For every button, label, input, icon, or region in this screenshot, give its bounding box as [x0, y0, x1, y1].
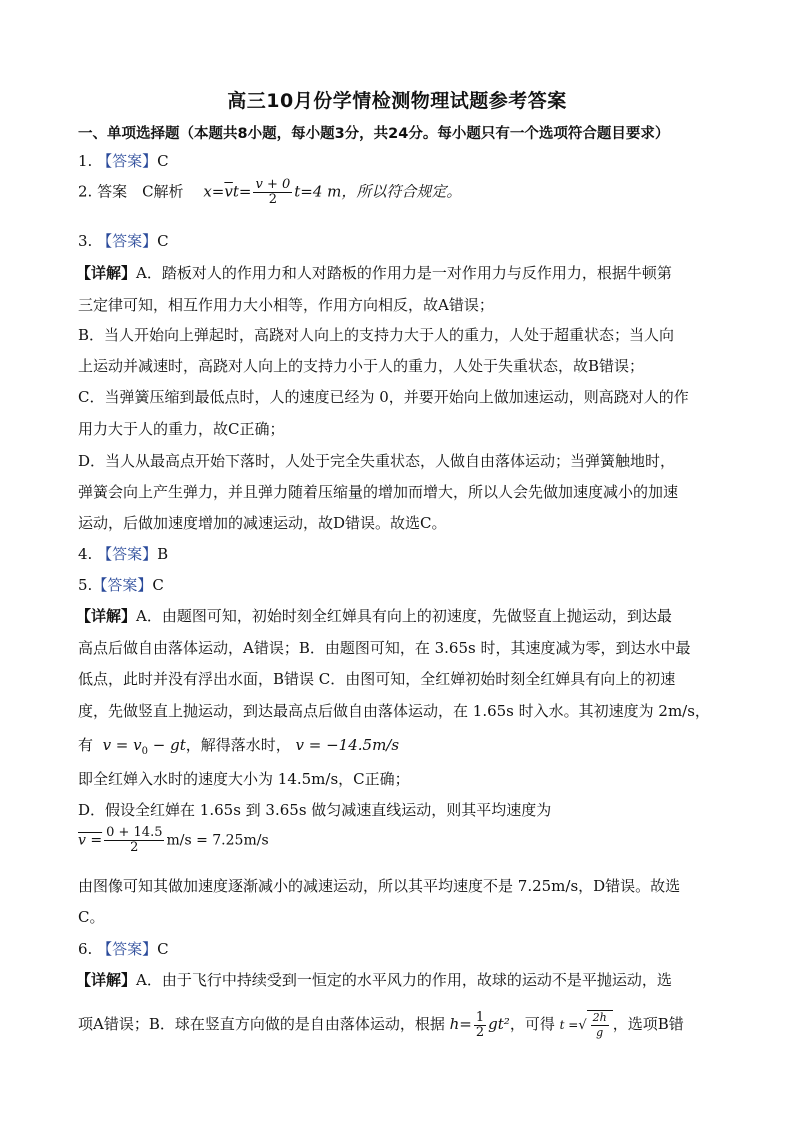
q6-t-den: g — [596, 1026, 604, 1039]
q6-text-b: ，可得 — [509, 1015, 555, 1033]
q5-avg-num: 0 + 14.5 — [106, 825, 163, 840]
q1-answer: C — [157, 152, 169, 170]
q1-line — [78, 150, 734, 171]
q5-average-equation — [78, 826, 734, 855]
answer-tag: 【答案】 — [97, 232, 158, 250]
section-heading: 一、单项选择题（本题共8小题，每小题3分，共24分。每小题只有一个选项符合题目要求） — [78, 126, 670, 142]
q5-avg-rhs: m/s = 7.25m/s — [166, 832, 269, 849]
q6-h-eq: h= — [449, 1015, 472, 1033]
q3-detail-3: B．当人开始向上弹起时，高跷对人向上的支持力大于人的重力，人处于超重状态；当人向 — [78, 326, 675, 344]
q5-eq1: v = v — [102, 736, 142, 754]
q3-detail-6: 用力大于人的重力，故C正确； — [78, 420, 285, 438]
answer-tag: 【答案】 — [97, 940, 158, 958]
q6-text-c: ，选项B错 — [612, 1015, 684, 1033]
q6-number: 6. — [78, 940, 93, 958]
q6-line — [78, 938, 734, 959]
q5-text: A．由题图可知，初始时刻全红婵具有向上的初速度，先做竖直上抛运动，到达最 — [136, 607, 672, 625]
detail-tag: 【详解】 — [76, 607, 137, 625]
q2-eq-vbar: $\overline{v}$ — [224, 182, 233, 201]
q3-detail-9: 运动，后做加速度增加的减速运动，故D错误。故选C。 — [78, 514, 447, 532]
q6-h-den: 2 — [475, 1024, 485, 1040]
q6-h-fraction — [474, 1011, 486, 1040]
q3-line — [78, 230, 734, 251]
q5-eq1-tail: − gt — [148, 736, 186, 754]
q5-number: 5. — [78, 576, 93, 594]
q5-eq-mid: ，解得落水时， — [185, 736, 291, 754]
q5-eq1-sub: 0 — [141, 746, 148, 757]
q3-detail-4: 上运动并减速时，高跷对人向上的支持力小于人的重力，人处于失重状态，故B错误； — [78, 357, 645, 375]
answer-tag: 【答案】 — [92, 576, 153, 594]
answer-tag: 【答案】 — [97, 545, 158, 563]
q2-eq-lhs: x= — [203, 182, 225, 201]
q5-detail-3: 低点，此时并没有浮出水面，B错误 C．由图可知，全红婵初始时刻全红婵具有向上的初速 — [78, 670, 676, 688]
q5-detail-8: C。 — [78, 908, 105, 926]
q1-number: 1. — [78, 152, 93, 170]
q6-detail-1 — [76, 969, 734, 990]
q6-h-num: 1 — [475, 1009, 485, 1025]
q3-detail-8: 弹簧会向上产生弹力，并且弹力随着压缩量的增加而增大，所以人会先做加速度减小的加速 — [78, 483, 679, 501]
q5-detail-6: D．假设全红婵在 1.65s 到 3.65s 做匀减速直线运动，则其平均速度为 — [78, 801, 552, 819]
q6-sqrt: √ $\frac{2h}{g}$ — [578, 1010, 612, 1040]
detail-tag: 【详解】 — [76, 971, 137, 989]
q5-detail-1 — [76, 605, 734, 626]
q3-detail-5: C．当弹簧压缩到最低点时，人的速度已经为 0，并要开始向上做加速运动，则高跷对人的作 — [78, 388, 689, 406]
answer-tag: 【答案】 — [97, 152, 158, 170]
q5-avg-lhs: v = — [78, 832, 103, 849]
q3-detail-7: D．当人从最高点开始下落时，人处于完全失重状态，人做自由落体运动；当弹簧触地时， — [78, 452, 676, 470]
q5-eq-prefix: 有 — [78, 736, 94, 754]
q2-prefix: 2. 答案 C解析 — [78, 182, 199, 201]
q2-fraction — [253, 178, 292, 207]
q5-detail-4: 度，先做竖直上抛运动，到达最高点后做自由落体运动，在 1.65s 时入水。其初速度为 2m/s， — [78, 702, 710, 720]
q3-answer: C — [157, 232, 169, 250]
q2-line — [78, 178, 734, 207]
q5-avg-fraction — [104, 826, 164, 855]
q6-t-num: 2h — [592, 1011, 607, 1024]
q6-h-tail: gt² — [488, 1015, 510, 1033]
q6-text: A．由于飞行中持续受到一恒定的水平风力的作用，故球的运动不是平抛运动，选 — [136, 971, 672, 989]
q6-answer: C — [157, 940, 169, 958]
q2-frac-num: v + 0 — [255, 177, 291, 192]
q6-t-eq: t = — [559, 1018, 579, 1032]
q4-number: 4. — [78, 545, 93, 563]
q5-equation-line — [78, 734, 734, 757]
q3-detail-1 — [76, 262, 734, 283]
q6-detail-2 — [78, 1010, 734, 1040]
page-title: 高三10月份学情检测物理试题参考答案 — [227, 90, 567, 112]
q5-avg-den: 2 — [130, 840, 139, 855]
q3-text: A．踏板对人的作用力和人对踏板的作用力是一对作用力与反作用力，根据牛顿第 — [136, 264, 672, 282]
q3-number: 3. — [78, 232, 93, 250]
q6-text-a: 项A错误；B．球在竖直方向做的是自由落体运动，根据 — [78, 1015, 445, 1033]
q5-answer: C — [152, 576, 164, 594]
q5-detail-7: 由图像可知其做加速度逐渐减小的减速运动，所以其平均速度不是 7.25m/s，D错误。故选 — [78, 877, 681, 895]
detail-tag: 【详解】 — [76, 264, 137, 282]
q2-frac-den: 2 — [268, 192, 277, 207]
q5-line — [78, 574, 734, 595]
q5-eq2: v = −14.5m/s — [295, 736, 400, 754]
q5-detail-5: 即全红婵入水时的速度大小为 14.5m/s，C正确； — [78, 770, 410, 788]
q3-detail-2: 三定律可知，相互作用力大小相等，作用方向相反，故A错误； — [78, 296, 494, 314]
q4-answer: B — [157, 545, 169, 563]
q5-detail-2: 高点后做自由落体运动，A错误；B．由题图可知，在 3.65s 时，其速度减为零，到达水中最 — [78, 639, 691, 657]
q2-eq-rhs: t=4 m，所以符合规定。 — [294, 182, 462, 201]
q2-eq-mid: t= — [232, 182, 252, 201]
q4-line — [78, 543, 734, 564]
